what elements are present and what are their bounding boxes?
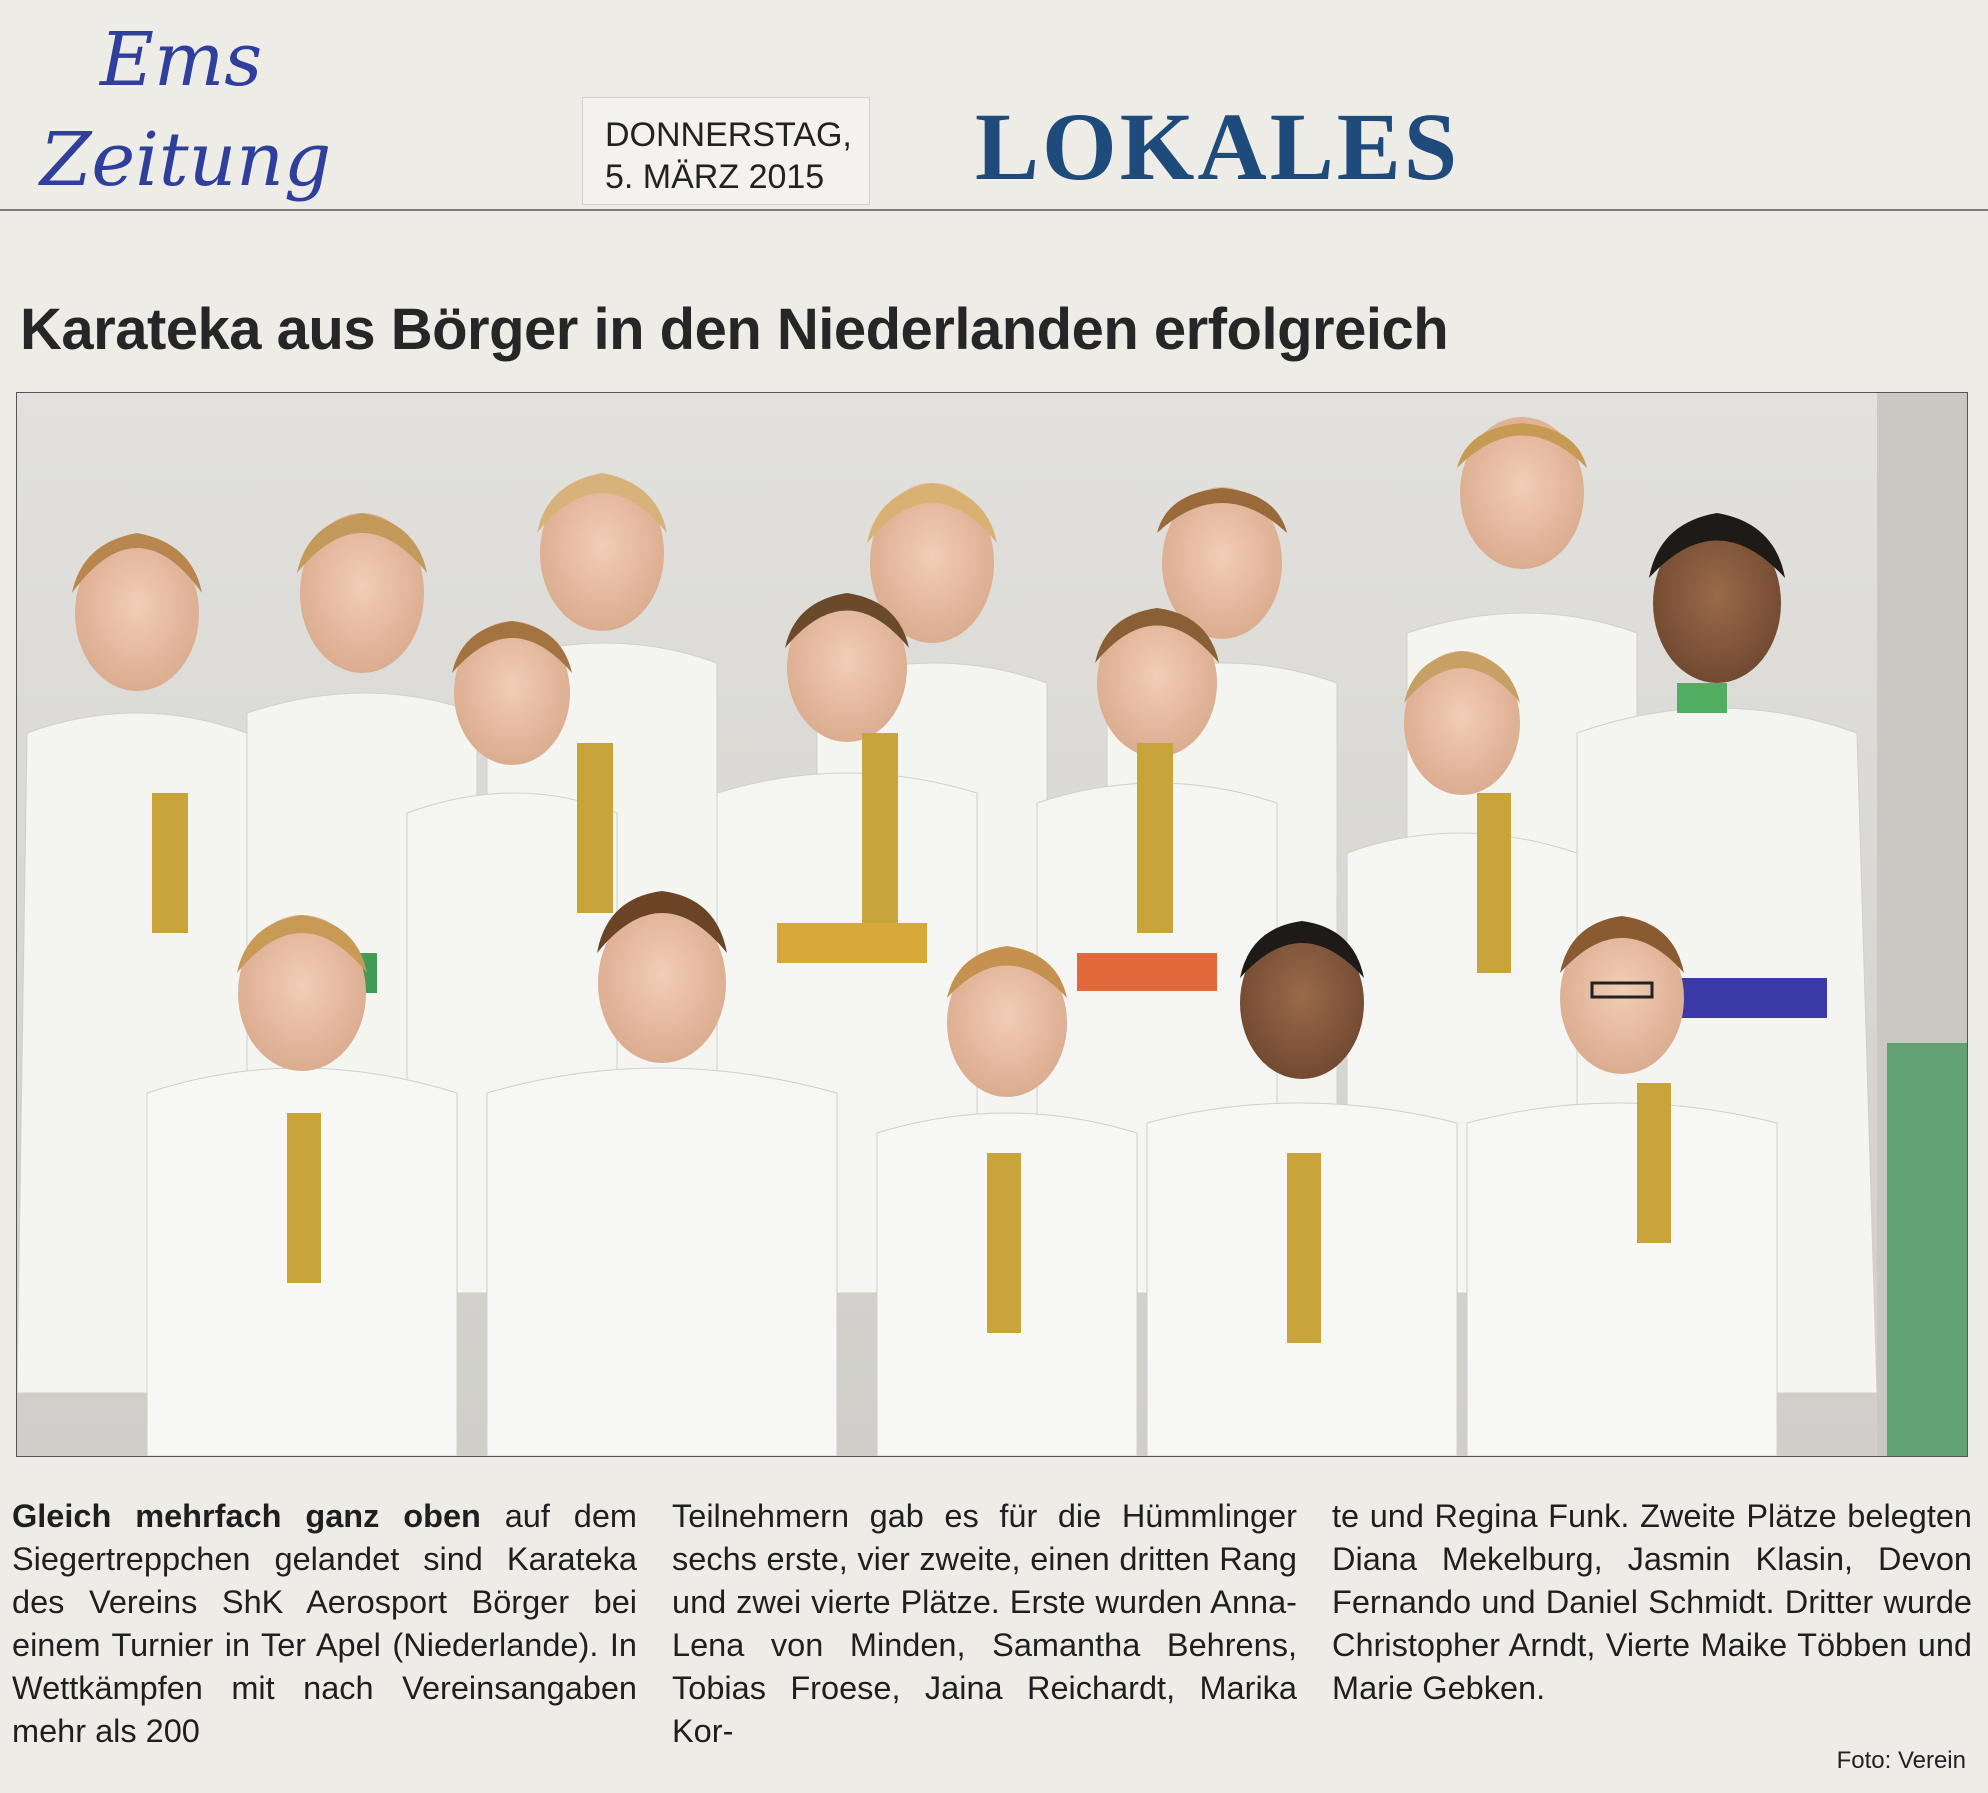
photo-credit: Foto: Verein [1836, 1747, 1966, 1774]
date-box [582, 97, 870, 205]
handwritten-line-1: Ems [100, 17, 263, 103]
section-title: LOKALES [975, 93, 1461, 200]
article-column-1 [12, 1495, 637, 1753]
article-body [12, 1495, 1972, 1785]
date-weekday: DONNERSTAG, [605, 116, 852, 154]
handwritten-line-2: Zeitung [40, 117, 332, 203]
handwritten-note [40, 10, 340, 240]
article-column-3: te und Regina Funk. Zweite Plätze belegten Diana Mekelburg, Jasmin Klasin, Devon Fernando und Daniel Schmidt. Dritter wurde Christopher Arndt, Vierte Maike Többen und Marie Gebken. [1332, 1498, 1972, 1706]
article-headline: Karateka aus Börger in den Niederlanden erfolgreich [20, 297, 1449, 362]
date-day: 5. MÄRZ 2015 [605, 158, 825, 196]
header-rule [0, 209, 1988, 211]
group-photo-illustration [17, 393, 1967, 1456]
group-photo [16, 392, 1968, 1457]
article-column-1-text: auf dem Siegertreppchen gelandet sind Karateka des Vereins ShK Aerosport Börger bei einem Turnier in Ter Apel (Niederlande). In Wettkämpfen mit nach Vereinsangaben mehr als 200 [12, 1498, 637, 1749]
article-lead: Gleich mehrfach ganz oben [12, 1498, 481, 1534]
article-column-2: Teilnehmern gab es für die Hümmlinger sechs erste, vier zweite, einen dritten Rang und zwei vierte Plätze. Erste wurden Anna-Lena von Minden, Samantha Behrens, Tobias Froese, Jaina Reichardt, Marika Kor- [672, 1498, 1297, 1749]
